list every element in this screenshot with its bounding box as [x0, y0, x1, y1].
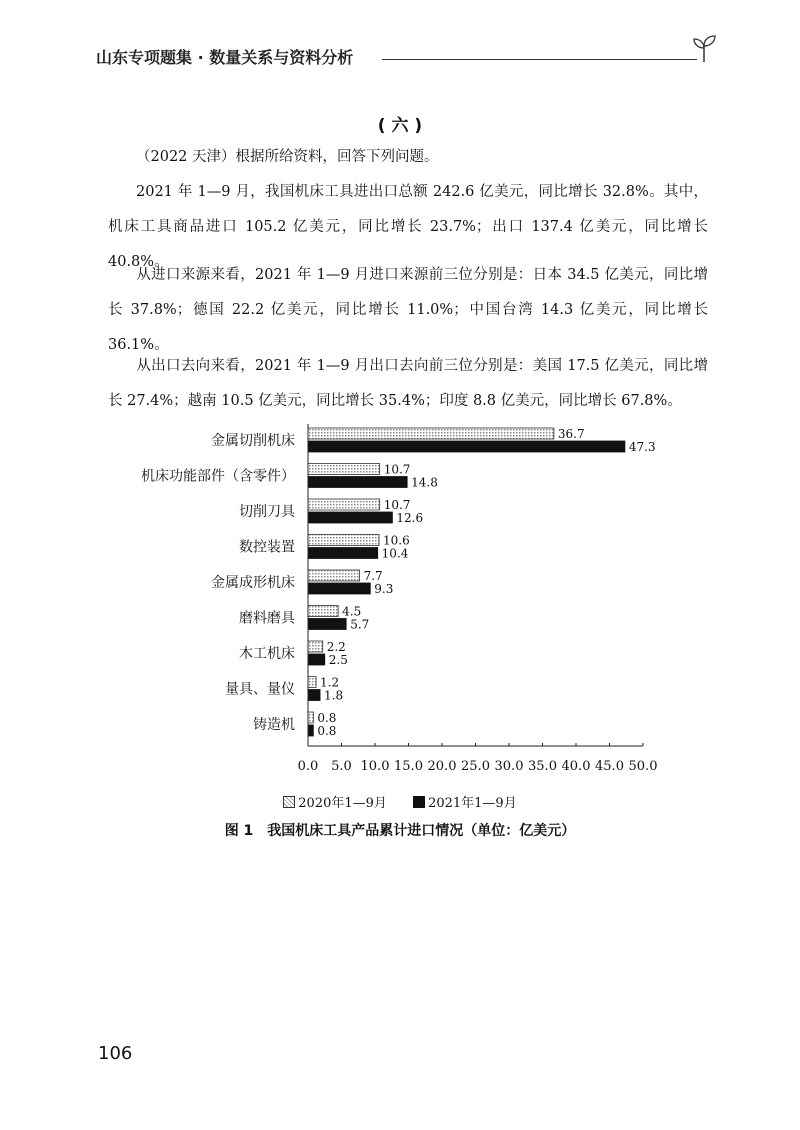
category-label: 切削刀具 — [239, 504, 295, 520]
value-label: 1.2 — [320, 675, 340, 690]
bar-2020 — [308, 677, 316, 688]
x-tick-label: 5.0 — [331, 759, 352, 774]
value-label: 10.4 — [381, 546, 409, 561]
bar-2020 — [308, 464, 380, 475]
category-label: 量具、量仪 — [225, 681, 295, 698]
value-label: 0.8 — [317, 724, 337, 738]
header-rule — [382, 59, 697, 60]
value-label: 1.8 — [324, 688, 344, 703]
value-label: 36.7 — [557, 427, 585, 441]
bar-2021 — [308, 725, 313, 736]
bar-2020 — [308, 428, 554, 439]
value-label: 47.3 — [628, 440, 656, 454]
bar-2020 — [308, 535, 379, 546]
category-label: 金属成形机床 — [211, 575, 295, 591]
bar-2021 — [308, 654, 325, 665]
paragraph-import-sources: 从进口来源来看，2021 年 1—9 月进口来源前三位分别是：日本 34.5 亿美元，同比增长 37.8%；德国 22.2 亿美元，同比增长 11.0%；中国台湾 14.3 亿美元，同比增长 36.1%。 — [108, 267, 708, 353]
bar-2021 — [308, 619, 346, 630]
bar-2020 — [308, 641, 323, 652]
chart-legend — [0, 792, 800, 811]
bar-2020 — [308, 712, 313, 723]
import-bar-chart — [0, 420, 800, 790]
page-number: 106 — [98, 1043, 133, 1064]
category-label: 数控装置 — [239, 539, 295, 556]
category-label: 机床功能部件（含零件） — [141, 468, 295, 485]
bar-2021 — [308, 477, 407, 488]
running-header: 山东专项题集 · 数量关系与资料分析 — [96, 48, 354, 67]
chart-caption: 图 1 我国机床工具产品累计进口情况（单位：亿美元） — [224, 823, 576, 839]
sprout-icon — [688, 32, 720, 64]
legend-label-2020: 2020年1—9月 — [298, 796, 387, 811]
value-label: 2.5 — [328, 653, 348, 667]
value-label: 9.3 — [374, 582, 394, 596]
bar-2021 — [308, 441, 625, 452]
bar-2020 — [308, 499, 380, 510]
value-label: 10.6 — [383, 533, 410, 548]
x-tick-label: 35.0 — [528, 759, 557, 774]
value-label: 4.5 — [342, 604, 362, 619]
category-label: 金属切削机床 — [211, 433, 295, 449]
x-tick-label: 10.0 — [360, 759, 390, 774]
value-label: 10.7 — [383, 498, 411, 512]
value-label: 2.2 — [326, 640, 346, 654]
section-title: ( 六 ) — [377, 116, 423, 136]
paragraph-export-destinations: 从出口去向来看，2021 年 1—9 月出口去向前三位分别是：美国 17.5 亿美元，同比增长 27.4%；越南 10.5 亿美元，同比增长 35.4%；印度 8.8 亿美元，同比增长 67.8%。 — [108, 358, 708, 409]
bar-2020 — [308, 606, 338, 617]
x-tick-label: 30.0 — [494, 759, 524, 774]
bar-2021 — [308, 690, 320, 701]
x-tick-label: 20.0 — [427, 759, 457, 774]
bar-2020 — [308, 570, 360, 581]
legend-label-2021: 2021年1—9月 — [428, 796, 517, 811]
x-tick-label: 40.0 — [561, 759, 591, 774]
legend-swatch-2020 — [283, 796, 295, 808]
value-label: 10.7 — [383, 462, 411, 477]
category-label: 铸造机 — [253, 717, 295, 733]
x-tick-label: 45.0 — [595, 759, 624, 774]
question-intro: （2022 天津）根据所给资料，回答下列问题。 — [136, 149, 439, 165]
x-tick-label: 25.0 — [461, 759, 490, 774]
x-tick-label: 15.0 — [394, 759, 423, 774]
category-label: 木工机床 — [239, 646, 295, 662]
bar-2021 — [308, 512, 392, 523]
x-tick-label: 0.0 — [297, 759, 319, 774]
legend-swatch-2021 — [413, 796, 425, 808]
category-label: 磨料磨具 — [239, 610, 295, 627]
bar-2021 — [308, 583, 370, 594]
value-label: 14.8 — [411, 475, 438, 490]
value-label: 12.6 — [396, 511, 424, 525]
x-tick-label: 50.0 — [628, 759, 658, 774]
bar-2021 — [308, 548, 378, 559]
value-label: 5.7 — [350, 617, 370, 632]
paragraph-total: 2021 年 1—9 月，我国机床工具进出口总额 242.6 亿美元，同比增长 32.8%。其中，机床工具商品进口 105.2 亿美元，同比增长 23.7%；出口 137.4 亿美元，同比增长 40.8%。 — [108, 184, 708, 270]
value-label: 0.8 — [317, 711, 337, 725]
value-label: 7.7 — [363, 569, 383, 583]
